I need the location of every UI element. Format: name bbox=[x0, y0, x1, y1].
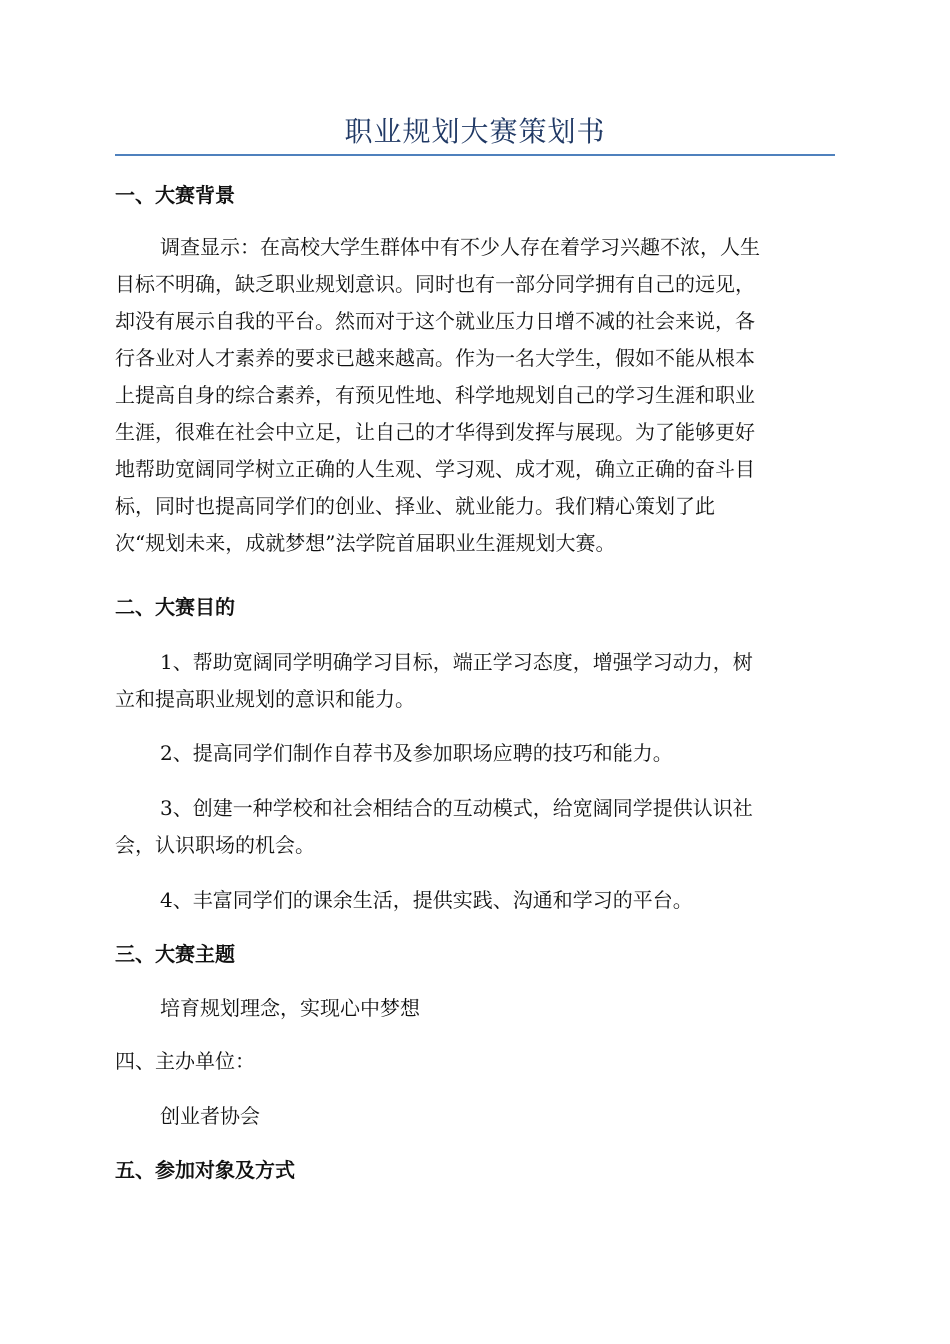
purpose-item-4: 4、丰富同学们的课余生活，提供实践、沟通和学习的平台。 bbox=[160, 888, 693, 912]
paragraph-line: 生涯，很难在社会中立足，让自己的才华得到发挥与展现。为了能够更好 bbox=[115, 420, 755, 444]
purpose-item-3-line-2: 会，认识职场的机会。 bbox=[115, 833, 315, 857]
purpose-item-2: 2、提高同学们制作自荐书及参加职场应聘的技巧和能力。 bbox=[160, 741, 673, 765]
section-heading-organizer: 四、主办单位： bbox=[115, 1049, 255, 1073]
section-heading-theme: 三、大赛主题 bbox=[115, 942, 235, 966]
theme-text: 培育规划理念，实现心中梦想 bbox=[160, 996, 420, 1020]
paragraph-line: 调查显示：在高校大学生群体中有不少人存在着学习兴趣不浓，人生 bbox=[160, 235, 760, 259]
section-heading-background: 一、大赛背景 bbox=[115, 183, 235, 207]
paragraph-line: 却没有展示自我的平台。然而对于这个就业压力日增不减的社会来说，各 bbox=[115, 309, 755, 333]
section-heading-purpose: 二、大赛目的 bbox=[115, 595, 235, 619]
purpose-item-3-line-1: 3、创建一种学校和社会相结合的互动模式，给宽阔同学提供认识社 bbox=[160, 796, 753, 820]
paragraph-line: 目标不明确，缺乏职业规划意识。同时也有一部分同学拥有自己的远见， bbox=[115, 272, 755, 296]
section-heading-participants: 五、参加对象及方式 bbox=[115, 1158, 295, 1182]
organizer-text: 创业者协会 bbox=[160, 1104, 260, 1128]
paragraph-line: 上提高自身的综合素养，有预见性地、科学地规划自己的学习生涯和职业 bbox=[115, 383, 755, 407]
document-title: 职业规划大赛策划书 bbox=[344, 115, 606, 148]
title-underline bbox=[115, 154, 835, 156]
paragraph-line: 标，同时也提高同学们的创业、择业、就业能力。我们精心策划了此 bbox=[115, 494, 715, 518]
paragraph-line: 地帮助宽阔同学树立正确的人生观、学习观、成才观，确立正确的奋斗目 bbox=[115, 457, 755, 481]
purpose-item-1-line-1: 1、帮助宽阔同学明确学习目标，端正学习态度，增强学习动力，树 bbox=[160, 650, 753, 674]
paragraph-line: 次“规划未来，成就梦想”法学院首届职业生涯规划大赛。 bbox=[115, 531, 616, 555]
purpose-item-1-line-2: 立和提高职业规划的意识和能力。 bbox=[115, 687, 415, 711]
paragraph-line: 行各业对人才素养的要求已越来越高。作为一名大学生，假如不能从根本 bbox=[115, 346, 755, 370]
